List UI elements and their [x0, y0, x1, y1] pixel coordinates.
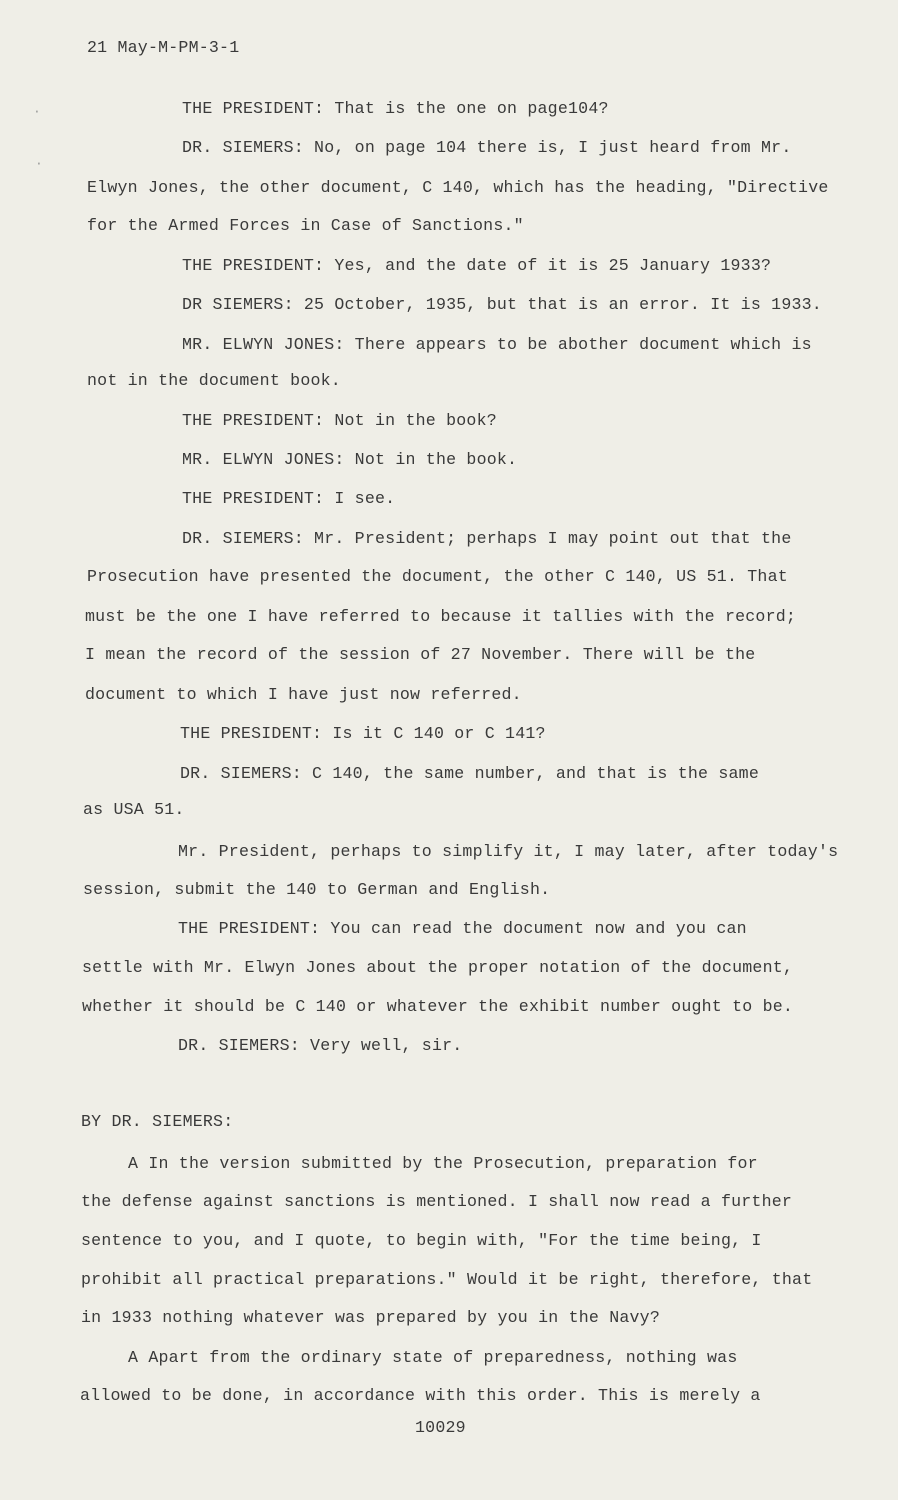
transcript-line: must be the one I have referred to because it tallies with the record;: [85, 607, 797, 626]
transcript-line: THE PRESIDENT: I see.: [182, 489, 396, 508]
transcript-line: THE PRESIDENT: Not in the book?: [182, 411, 497, 430]
page-number: 10029: [415, 1418, 466, 1437]
header-reference: 21 May-M-PM-3-1: [87, 38, 240, 57]
transcript-line: Prosecution have presented the document, the other C 140, US 51. That: [87, 567, 788, 586]
transcript-line: DR. SIEMERS: Very well, sir.: [178, 1036, 463, 1055]
transcript-line: MR. ELWYN JONES: There appears to be abother document which is: [182, 335, 812, 354]
margin-mark: ·: [35, 156, 43, 171]
transcript-line: prohibit all practical preparations." Would it be right, therefore, that: [81, 1270, 813, 1289]
transcript-line: DR. SIEMERS: C 140, the same number, and that is the same: [180, 764, 759, 783]
transcript-line: THE PRESIDENT: That is the one on page104?: [182, 99, 609, 118]
transcript-line: THE PRESIDENT: You can read the document now and you can: [178, 919, 747, 938]
transcript-line: for the Armed Forces in Case of Sanctions.": [87, 216, 524, 235]
transcript-line: sentence to you, and I quote, to begin with, "For the time being, I: [81, 1231, 762, 1250]
transcript-line: DR. SIEMERS: Mr. President; perhaps I may point out that the: [182, 529, 792, 548]
transcript-line: the defense against sanctions is mentioned. I shall now read a further: [81, 1192, 793, 1211]
transcript-line: allowed to be done, in accordance with this order. This is merely a: [80, 1386, 761, 1405]
transcript-line: as USA 51.: [83, 800, 185, 819]
transcript-line: THE PRESIDENT: Yes, and the date of it is 25 January 1933?: [182, 256, 772, 275]
transcript-line: DR SIEMERS: 25 October, 1935, but that is an error. It is 1933.: [182, 295, 822, 314]
transcript-line: Mr. President, perhaps to simplify it, I may later, after today's: [178, 842, 839, 861]
transcript-line: A Apart from the ordinary state of preparedness, nothing was: [128, 1348, 738, 1367]
margin-mark: ·: [33, 104, 41, 119]
transcript-line: document to which I have just now referred.: [85, 685, 522, 704]
transcript-line: settle with Mr. Elwyn Jones about the proper notation of the document,: [82, 958, 794, 977]
transcript-line: MR. ELWYN JONES: Not in the book.: [182, 450, 518, 469]
transcript-line: session, submit the 140 to German and English.: [83, 880, 551, 899]
transcript-line: not in the document book.: [87, 371, 341, 390]
transcript-line: A In the version submitted by the Prosecution, preparation for: [128, 1154, 758, 1173]
transcript-line: THE PRESIDENT: Is it C 140 or C 141?: [180, 724, 546, 743]
transcript-line: whether it should be C 140 or whatever the exhibit number ought to be.: [82, 997, 794, 1016]
transcript-line: I mean the record of the session of 27 November. There will be the: [85, 645, 756, 664]
transcript-line: DR. SIEMERS: No, on page 104 there is, I just heard from Mr.: [182, 138, 792, 157]
transcript-line: Elwyn Jones, the other document, C 140, which has the heading, "Directive: [87, 178, 829, 197]
transcript-line: in 1933 nothing whatever was prepared by you in the Navy?: [81, 1308, 660, 1327]
section-heading: BY DR. SIEMERS:: [81, 1112, 234, 1131]
